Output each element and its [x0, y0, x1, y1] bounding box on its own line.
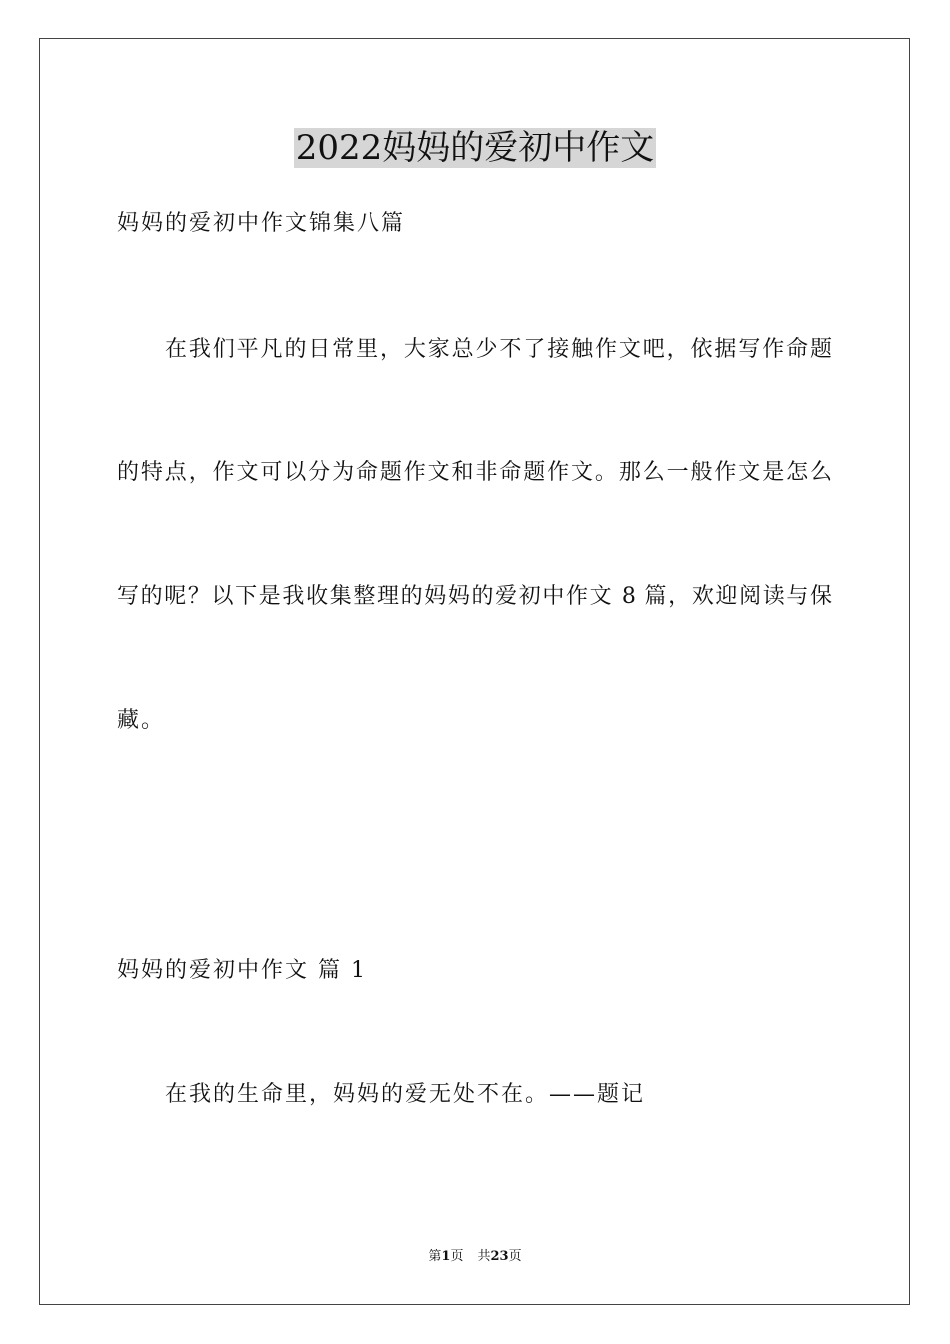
section-heading: 妈妈的爱初中作文 篇 1 — [117, 958, 367, 983]
document-subtitle: 妈妈的爱初中作文锦集八篇 — [117, 211, 406, 236]
footer-page-prefix: 第 — [428, 1249, 442, 1264]
document-title: 2022妈妈的爱初中作文 — [295, 128, 655, 168]
title-container — [0, 128, 950, 168]
footer-page-suffix: 页 — [450, 1249, 464, 1264]
page-footer — [0, 1248, 950, 1266]
footer-total-suffix: 页 — [508, 1249, 522, 1264]
intro-line-3: 写的呢？以下是我收集整理的妈妈的爱初中作文 8 篇，欢迎阅读与保 — [117, 584, 832, 609]
footer-page-number: 1 — [441, 1249, 451, 1264]
intro-line-2: 的特点，作文可以分为命题作文和非命题作文。那么一般作文是怎么 — [117, 460, 832, 485]
footer-total-pages: 23 — [490, 1249, 509, 1264]
intro-line-4: 藏。 — [117, 708, 166, 733]
section-first-line: 在我的生命里，妈妈的爱无处不在。——题记 — [165, 1082, 646, 1107]
footer-total-prefix: 共 — [477, 1249, 491, 1264]
intro-line-1: 在我们平凡的日常里，大家总少不了接触作文吧，依据写作命题 — [165, 337, 832, 362]
